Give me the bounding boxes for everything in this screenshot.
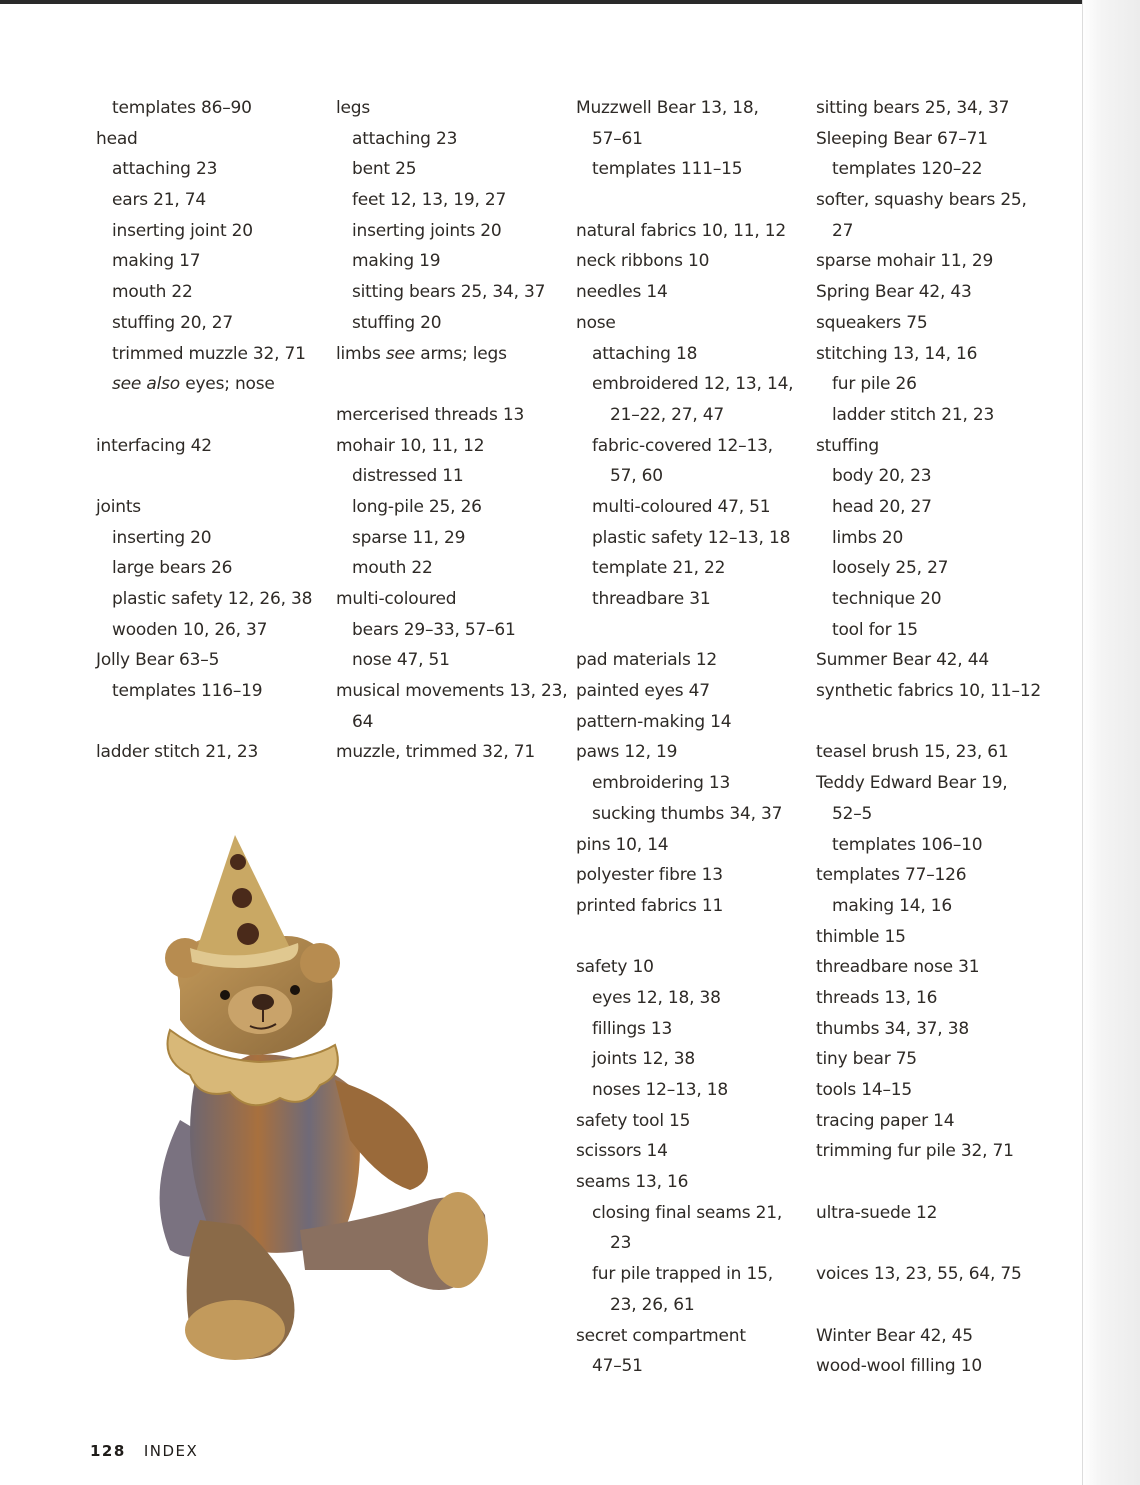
page-number: 128 [90, 1442, 126, 1460]
index-subentry: large bears 26 [112, 558, 233, 579]
index-entry: scissors 14 [576, 1141, 668, 1162]
index-subentry: stuffing 20 [352, 312, 442, 333]
index-subentry: 57–61 [592, 128, 643, 149]
index-subentry: making 17 [112, 251, 201, 272]
index-entry: multi-coloured [336, 589, 457, 609]
index-subentry: multi-coloured 47, 51 [592, 496, 771, 517]
index-entry: thumbs 34, 37, 38 [816, 1018, 969, 1039]
cross-reference-marker: see also [112, 374, 180, 395]
index-subentry: 64 [352, 711, 374, 732]
index-subentry: inserting joints 20 [352, 220, 502, 241]
index-column-3 [576, 93, 816, 1382]
bear-right-ear [300, 943, 340, 983]
index-subentry: fillings 13 [592, 1018, 673, 1039]
index-subentry: inserting joint 20 [112, 220, 253, 241]
hat-pompom-2 [232, 888, 252, 908]
index-entry: thimble 15 [816, 926, 906, 947]
index-entry: mohair 10, 11, 12 [336, 435, 485, 456]
index-entry: tiny bear 75 [816, 1049, 917, 1070]
index-entry: sparse mohair 11, 29 [816, 251, 994, 272]
index-entry: tools 14–15 [816, 1080, 913, 1100]
index-gap [96, 707, 336, 738]
index-entry: legs [336, 98, 371, 118]
index-entry: pins 10, 14 [576, 834, 669, 855]
index-gap [576, 615, 816, 646]
index-entry: sitting bears 25, 34, 37 [816, 98, 1010, 118]
index-subentry: see also eyes; nose [112, 374, 275, 395]
index-subentry: eyes 12, 18, 38 [592, 987, 721, 1008]
index-entry: teasel brush 15, 23, 61 [816, 742, 1009, 763]
index-subentry: wooden 10, 26, 37 [112, 619, 268, 640]
index-subentry: threadbare 31 [592, 589, 711, 609]
index-entry: Teddy Edward Bear 19, [816, 773, 1008, 794]
index-entry: safety 10 [576, 957, 654, 978]
index-subentry: 21–22, 27, 47 [610, 404, 725, 425]
index-subentry: 27 [832, 220, 854, 241]
index-entry: pad materials 12 [576, 650, 718, 671]
index-subentry: sitting bears 25, 34, 37 [352, 282, 546, 303]
index-subentry: stuffing 20, 27 [112, 312, 234, 333]
index-subentry: technique 20 [832, 589, 942, 609]
index-subentry: 23 [610, 1233, 632, 1254]
index-entry: painted eyes 47 [576, 681, 710, 702]
index-entry: needles 14 [576, 282, 668, 303]
index-entry: interfacing 42 [96, 435, 212, 456]
index-subentry: 23, 26, 61 [610, 1294, 695, 1315]
index-subentry: embroidered 12, 13, 14, [592, 374, 794, 395]
index-entry: neck ribbons 10 [576, 251, 710, 272]
index-entry: joints [96, 496, 141, 517]
index-entry: head [96, 128, 138, 149]
index-entry: limbs see arms; legs [336, 343, 507, 364]
index-gap [816, 1290, 1066, 1321]
hat-pompom-1 [230, 854, 246, 870]
index-subentry: sparse 11, 29 [352, 527, 466, 548]
index-subentry: attaching 18 [592, 343, 698, 364]
bear-right-foot [428, 1192, 488, 1288]
index-subentry: closing final seams 21, [592, 1202, 783, 1223]
index-gap [96, 461, 336, 492]
page-edge-line [1082, 0, 1083, 1485]
index-subentry: ears 21, 74 [112, 190, 206, 211]
index-entry: Muzzwell Bear 13, 18, [576, 98, 759, 118]
index-entry: paws 12, 19 [576, 742, 678, 763]
index-subentry: fur pile trapped in 15, [592, 1264, 773, 1285]
index-entry: muzzle, trimmed 32, 71 [336, 742, 535, 763]
index-subentry: distressed 11 [352, 466, 464, 487]
index-entry: Spring Bear 42, 43 [816, 282, 972, 303]
index-subentry: nose 47, 51 [352, 650, 450, 671]
index-entry: threadbare nose 31 [816, 957, 980, 978]
index-entry: safety tool 15 [576, 1110, 691, 1131]
bear-right-eye [290, 985, 300, 995]
index-subentry: body 20, 23 [832, 466, 932, 487]
section-title: INDEX [143, 1442, 199, 1460]
index-subentry: long-pile 25, 26 [352, 496, 482, 517]
index-column-4 [816, 93, 1066, 1382]
cross-reference-marker: see [385, 343, 416, 364]
page-footer [90, 1442, 198, 1460]
index-entry: printed fabrics 11 [576, 895, 724, 916]
index-subentry: templates 106–10 [832, 834, 983, 855]
index-subentry: templates 120–22 [832, 159, 983, 180]
hat-pompom-3 [237, 923, 259, 945]
index-entry: synthetic fabrics 10, 11–12 [816, 681, 1042, 702]
index-entry: secret compartment [576, 1325, 746, 1346]
index-subentry: bent 25 [352, 159, 417, 180]
bear-left-foot [185, 1300, 285, 1360]
index-subentry: attaching 23 [112, 159, 218, 180]
index-gap [816, 707, 1066, 738]
index-gap [336, 369, 576, 400]
index-subentry: 52–5 [832, 803, 873, 824]
index-subentry: embroidering 13 [592, 773, 731, 794]
index-entry: seams 13, 16 [576, 1172, 689, 1193]
index-column-2 [336, 93, 576, 768]
index-subentry: templates 116–19 [112, 681, 263, 702]
bear-left-eye [220, 990, 230, 1000]
index-subentry: mouth 22 [112, 282, 193, 303]
index-subentry: noses 12–13, 18 [592, 1080, 728, 1100]
index-subentry: limbs 20 [832, 527, 904, 548]
index-entry: wood-wool filling 10 [816, 1356, 982, 1377]
index-subentry: templates 111–15 [592, 159, 743, 180]
index-entry: Winter Bear 42, 45 [816, 1325, 973, 1346]
index-entry: polyester fibre 13 [576, 865, 723, 886]
index-column-1 [96, 93, 336, 768]
bear-nose [252, 994, 274, 1010]
index-gap [816, 1228, 1066, 1259]
index-subentry: trimmed muzzle 32, 71 [112, 343, 306, 364]
index-entry: natural fabrics 10, 11, 12 [576, 220, 786, 241]
index-subentry: mouth 22 [352, 558, 433, 579]
index-entry: stuffing [816, 435, 879, 456]
index-subentry: templates 86–90 [112, 98, 252, 118]
index-subentry: feet 12, 13, 19, 27 [352, 190, 507, 211]
index-subentry: attaching 23 [352, 128, 458, 149]
index-entry: Sleeping Bear 67–71 [816, 128, 988, 149]
index-subentry: sucking thumbs 34, 37 [592, 803, 783, 824]
page-edge-shadow [1082, 0, 1140, 1485]
index-entry: mercerised threads 13 [336, 404, 525, 425]
index-entry: squeakers 75 [816, 312, 928, 333]
index-gap [576, 922, 816, 953]
index-subentry: plastic safety 12–13, 18 [592, 527, 791, 548]
index-subentry: 57, 60 [610, 466, 663, 487]
index-gap [576, 185, 816, 216]
index-subentry: loosely 25, 27 [832, 558, 949, 579]
index-subentry: inserting 20 [112, 527, 212, 548]
index-subentry: template 21, 22 [592, 558, 726, 579]
index-subentry: tool for 15 [832, 619, 918, 640]
index-subentry: making 14, 16 [832, 895, 952, 916]
index-entry: ladder stitch 21, 23 [96, 742, 259, 763]
index-gap [816, 1167, 1066, 1198]
index-entry: Jolly Bear 63–5 [96, 650, 220, 671]
clown-teddy-bear-photo [140, 830, 500, 1370]
index-gap [96, 400, 336, 431]
index-entry: musical movements 13, 23, [336, 681, 568, 702]
index-entry: threads 13, 16 [816, 987, 938, 1008]
index-entry: pattern-making 14 [576, 711, 732, 732]
index-subentry: making 19 [352, 251, 441, 272]
index-entry: trimming fur pile 32, 71 [816, 1141, 1014, 1162]
index-subentry: bears 29–33, 57–61 [352, 619, 516, 640]
index-subentry: ladder stitch 21, 23 [832, 404, 995, 425]
index-entry: templates 77–126 [816, 865, 967, 886]
index-entry: tracing paper 14 [816, 1110, 955, 1131]
index-entry: stitching 13, 14, 16 [816, 343, 978, 364]
index-subentry: joints 12, 38 [592, 1049, 696, 1070]
index-subentry: fur pile 26 [832, 374, 917, 395]
index-subentry: plastic safety 12, 26, 38 [112, 589, 313, 609]
top-rule [0, 0, 1140, 4]
index-entry: voices 13, 23, 55, 64, 75 [816, 1264, 1022, 1285]
index-subentry: 47–51 [592, 1356, 643, 1377]
index-entry: nose [576, 312, 616, 333]
index-subentry: fabric-covered 12–13, [592, 435, 773, 456]
bear-muzzle [228, 986, 292, 1034]
index-entry: ultra-suede 12 [816, 1202, 938, 1223]
index-entry: Summer Bear 42, 44 [816, 650, 989, 671]
index-entry: softer, squashy bears 25, [816, 190, 1027, 211]
index-subentry: head 20, 27 [832, 496, 932, 517]
